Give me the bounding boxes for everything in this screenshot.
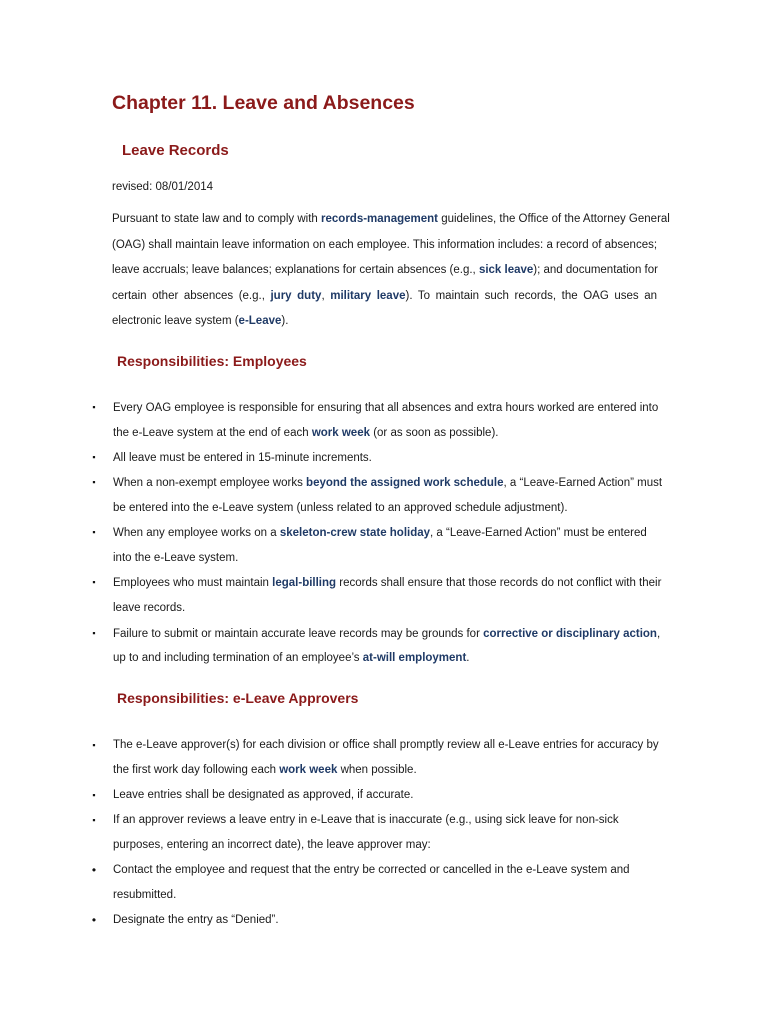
square-bullet-icon: ▪ (92, 628, 96, 638)
list-item: When a non-exempt employee works beyond the assigned work schedule, a “Leave-Earned Action” must (113, 477, 663, 489)
square-bullet-icon: ▪ (92, 577, 96, 587)
square-bullet-icon: ▪ (92, 452, 96, 462)
square-bullet-icon: ▪ (92, 527, 96, 537)
paragraph-line: (OAG) shall maintain leave information on each employee. This information includes: a record of absences; (112, 239, 658, 251)
skeleton-crew-term: skeleton-crew state holiday (279, 527, 431, 539)
approvers-heading: Responsibilities: e-Leave Approvers (117, 690, 359, 706)
legal-billing-term: legal-billing (272, 577, 337, 589)
list-item-continued: the e-Leave system at the end of each work week (or as soon as possible). (113, 427, 499, 439)
jury-duty-term: jury duty (270, 290, 322, 302)
list-item: The e-Leave approver(s) for each division or office shall promptly review all e-Leave entries for accuracy by (113, 739, 659, 751)
square-bullet-icon: ▪ (92, 740, 96, 750)
list-item-continued: purposes, entering an incorrect date), the leave approver may: (113, 839, 431, 851)
sick-leave-term: sick leave (478, 264, 534, 276)
list-item-continued: leave records. (113, 602, 186, 614)
records-management-term: records-management (321, 213, 438, 225)
military-leave-term: military leave (330, 290, 406, 302)
list-item: Employees who must maintain legal-billing records shall ensure that those records do not conflict with their (113, 577, 662, 589)
list-item: Contact the employee and request that the entry be corrected or cancelled in the e-Leave system and (113, 864, 630, 876)
work-week-term: work week (279, 764, 338, 776)
list-item: Failure to submit or maintain accurate leave records may be grounds for corrective or disciplinary action, (113, 628, 661, 640)
list-item-continued: the first work day following each work week when possible. (113, 764, 417, 776)
dot-bullet-icon: • (91, 913, 97, 927)
paragraph-line: certain other absences (e.g., jury duty, military leave). To maintain such records, the OAG uses an (112, 290, 657, 302)
revised-date: revised: 08/01/2014 (112, 181, 214, 193)
paragraph-line: electronic leave system (e-Leave). (112, 315, 289, 327)
dot-bullet-icon: • (91, 863, 97, 877)
list-item: All leave must be entered in 15-minute increments. (113, 452, 372, 464)
list-item: Designate the entry as “Denied”. (113, 914, 279, 926)
list-item: Every OAG employee is responsible for ensuring that all absences and extra hours worked are entered into (113, 402, 659, 414)
employees-heading: Responsibilities: Employees (117, 353, 307, 369)
corrective-action-term: corrective or disciplinary action (483, 628, 657, 640)
list-item-continued: into the e-Leave system. (113, 552, 239, 564)
leave-records-heading: Leave Records (122, 142, 229, 159)
chapter-title: Chapter 11. Leave and Absences (112, 92, 415, 114)
at-will-term: at-will employment (362, 652, 467, 664)
square-bullet-icon: ▪ (92, 477, 96, 487)
beyond-schedule-term: beyond the assigned work schedule (306, 477, 504, 489)
list-item: Leave entries shall be designated as approved, if accurate. (113, 789, 414, 801)
list-item: When any employee works on a skeleton-crew state holiday, a “Leave-Earned Action” must be entered (113, 527, 647, 539)
list-item-continued: up to and including termination of an employee’s at-will employment. (113, 652, 470, 664)
square-bullet-icon: ▪ (92, 815, 96, 825)
work-week-term: work week (311, 427, 370, 439)
list-item: If an approver reviews a leave entry in e-Leave that is inaccurate (e.g., using sick leave for non-sick (113, 814, 619, 826)
square-bullet-icon: ▪ (92, 402, 96, 412)
paragraph-line: Pursuant to state law and to comply with records-management guidelines, the Office of the Attorney General (112, 213, 670, 225)
list-item-continued: resubmitted. (113, 889, 177, 901)
e-leave-term: e-Leave (238, 315, 282, 327)
square-bullet-icon: ▪ (92, 790, 96, 800)
list-item-continued: be entered into the e-Leave system (unless related to an approved schedule adjustment). (113, 502, 568, 514)
paragraph-line: leave accruals; leave balances; explanations for certain absences (e.g., sick leave); and documentation for (112, 264, 658, 276)
